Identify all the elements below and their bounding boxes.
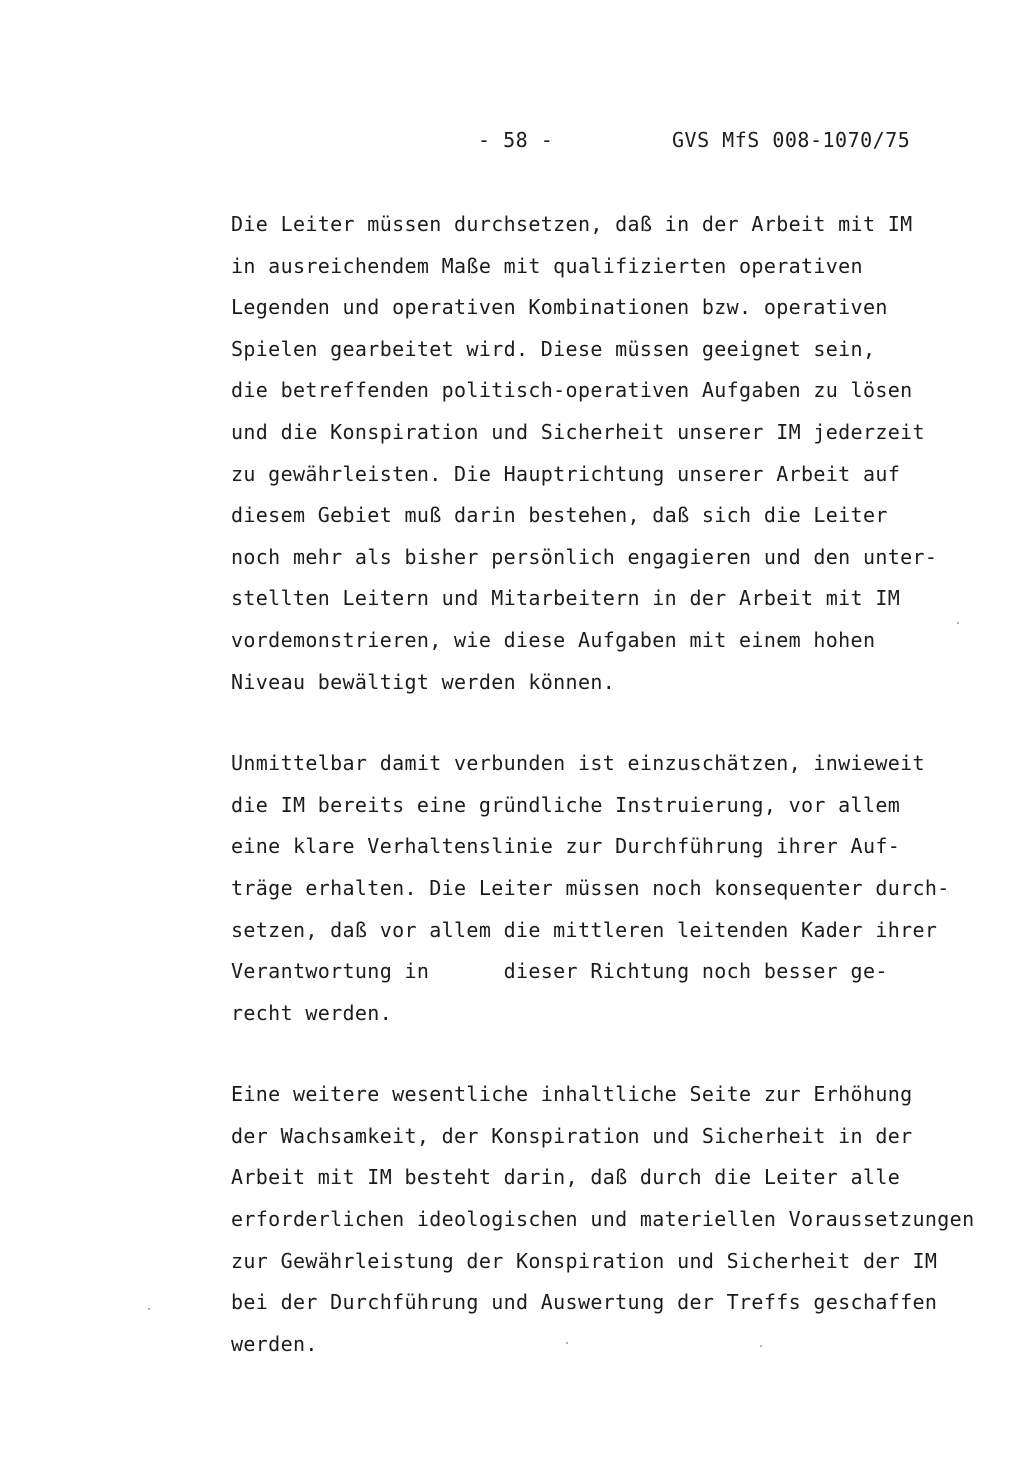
text-line: Niveau bewältigt werden können.	[231, 669, 616, 694]
text-line: stellten Leitern und Mitarbeitern in der Arbeit mit IM	[231, 586, 901, 611]
paragraph-3	[231, 1074, 1021, 1365]
scan-speck	[148, 1308, 150, 1310]
text-line: Arbeit mit IM besteht darin, daß durch die Leiter alle	[231, 1165, 901, 1190]
text-line: noch mehr als bisher persönlich engagieren und den unter-	[231, 544, 938, 569]
scan-speck	[957, 622, 959, 624]
text-line: und die Konspiration und Sicherheit unserer IM jederzeit	[231, 419, 925, 444]
text-line: Eine weitere wesentliche inhaltliche Seite zur Erhöhung	[231, 1082, 913, 1107]
text-line: zu gewährleisten. Die Hauptrichtung unserer Arbeit auf	[231, 461, 901, 486]
page-header	[0, 128, 1024, 158]
text-line: Spielen gearbeitet wird. Diese müssen geeignet sein,	[231, 336, 876, 361]
text-line: bei der Durchführung und Auswertung der Treffs geschaffen	[231, 1290, 938, 1315]
text-line: zur Gewährleistung der Konspiration und Sicherheit der IM	[231, 1248, 938, 1273]
text-line: der Wachsamkeit, der Konspiration und Sicherheit in der	[231, 1123, 913, 1148]
text-line: die IM bereits eine gründliche Instruierung, vor allem	[231, 792, 901, 817]
scan-speck	[566, 1342, 568, 1344]
text-line: eine klare Verhaltenslinie zur Durchführung ihrer Auf-	[231, 834, 901, 859]
page-number: - 58 -	[478, 128, 554, 152]
text-line: Unmittelbar damit verbunden ist einzuschätzen, inwieweit	[231, 751, 925, 776]
text-line: Verantwortung in dieser Richtung noch besser ge-	[231, 959, 888, 984]
text-line: in ausreichendem Maße mit qualifizierten operativen	[231, 253, 863, 278]
paragraph-1	[231, 204, 1021, 703]
text-line: setzen, daß vor allem die mittleren leitenden Kader ihrer	[231, 917, 938, 942]
text-line: recht werden.	[231, 1000, 393, 1025]
document-reference: GVS MfS 008-1070/75	[672, 128, 911, 152]
text-line: die betreffenden politisch-operativen Aufgaben zu lösen	[231, 378, 913, 403]
paragraph-2	[231, 743, 1021, 1034]
text-line: vordemonstrieren, wie diese Aufgaben mit einem hohen	[231, 627, 876, 652]
text-line: erforderlichen ideologischen und materiellen Voraussetzungen	[231, 1207, 975, 1232]
text-line: Die Leiter müssen durchsetzen, daß in der Arbeit mit IM	[231, 212, 913, 236]
text-line: träge erhalten. Die Leiter müssen noch konsequenter durch-	[231, 875, 950, 900]
body-text	[231, 204, 1021, 1405]
text-line: Legenden und operativen Kombinationen bzw. operativen	[231, 295, 888, 320]
text-line: werden.	[231, 1331, 318, 1356]
scan-speck	[760, 1345, 762, 1347]
text-line: diesem Gebiet muß darin bestehen, daß sich die Leiter	[231, 503, 888, 528]
